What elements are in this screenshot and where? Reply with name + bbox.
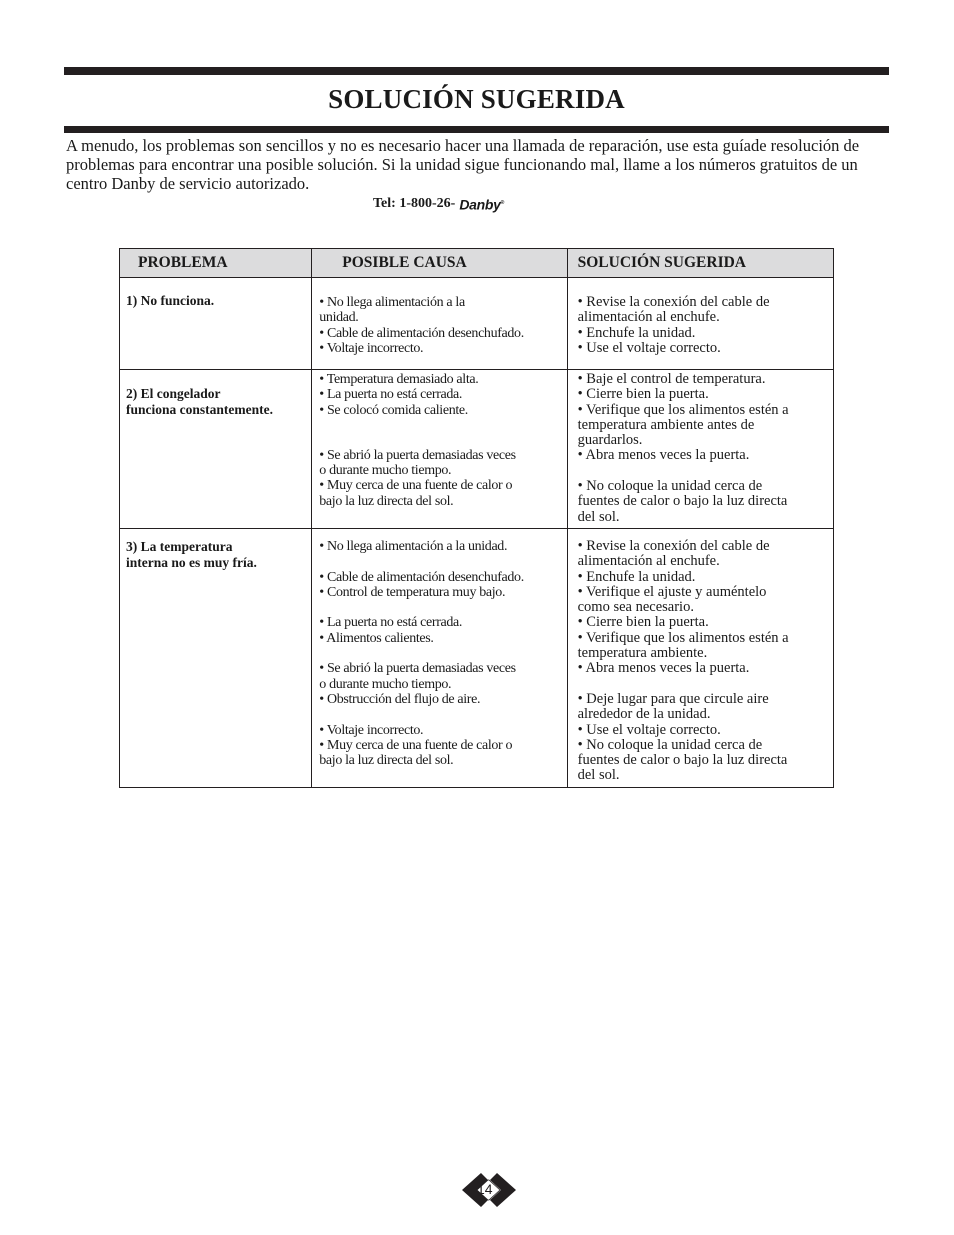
cause-line: • Alimentos calientes.	[319, 630, 434, 646]
problem-text: interna no es muy fría.	[126, 554, 257, 570]
solution-line: • Enchufe la unidad.	[577, 324, 696, 341]
solution-line: • Deje lugar para que circule aire	[577, 690, 769, 707]
cause-line: • Temperatura demasiado alta.	[319, 372, 479, 387]
solution-line: • Revise la conexión del cable de	[577, 294, 770, 310]
cause-line: • Control de temperatura muy bajo.	[319, 584, 506, 600]
problem-text: funciona constantemente.	[126, 401, 273, 417]
problem-cell	[120, 278, 312, 370]
cause-line: • Cable de alimentación desenchufado.	[319, 325, 524, 341]
solution-line: • Baje el control de temperatura.	[577, 371, 766, 387]
problem-text: 1) No funciona.	[126, 293, 215, 308]
cause-cell	[312, 278, 567, 370]
solution-line: • Abra menos veces la puerta.	[577, 660, 750, 677]
problem-cell	[120, 529, 312, 788]
table-header-row	[120, 249, 834, 278]
cause-line: • La puerta no está cerrada.	[319, 615, 463, 631]
top-rule	[64, 67, 889, 75]
cause-line: • No llega alimentación a la unidad.	[319, 539, 508, 554]
solution-line: • No coloque la unidad cerca de	[577, 478, 763, 495]
problem-text: 2) El congelador	[126, 386, 221, 401]
cause-line: o durante mucho tiempo.	[319, 463, 452, 479]
table-row	[120, 529, 834, 788]
solution-line: • Revise la conexión del cable de	[577, 538, 770, 554]
cause-line: • Muy cerca de una fuente de calor o	[319, 478, 513, 494]
cause-line: • Voltaje incorrecto.	[319, 722, 424, 738]
header-cause: POSIBLE CAUSA	[312, 249, 567, 278]
table-row	[120, 370, 834, 529]
solution-line: • Use el voltaje correcto.	[577, 339, 721, 356]
danby-logo-text: Danby	[459, 196, 501, 213]
page-number-badge	[459, 1170, 519, 1210]
solution-cell	[567, 370, 833, 529]
solution-line: guardarlos.	[577, 432, 643, 449]
cause-line: • Se abrió la puerta demasiadas veces	[319, 447, 516, 463]
solution-line: • Verifique que los alimentos estén a	[577, 629, 789, 646]
cause-line: • Obstrucción del flujo de aire.	[319, 691, 481, 707]
phone-label: Tel: 1-800-26-	[373, 195, 456, 211]
phone-line	[373, 194, 504, 214]
solution-line: • No coloque la unidad cerca de	[577, 736, 763, 753]
danby-logo	[459, 194, 504, 214]
problem-cell	[120, 370, 312, 529]
cause-line: • Cable de alimentación desenchufado.	[319, 569, 524, 585]
header-problem: PROBLEMA	[120, 249, 312, 278]
solution-line: alimentación al enchufe.	[577, 553, 720, 570]
solution-line: del sol.	[577, 508, 620, 525]
cause-line: • Se abrió la puerta demasiadas veces	[319, 661, 516, 677]
solution-line: • Verifique el ajuste y auméntelo	[577, 583, 767, 600]
page-number: 14	[477, 1181, 493, 1197]
solution-line: • Verifique que los alimentos estén a	[577, 401, 789, 418]
registered-mark: ®	[500, 200, 504, 206]
solution-cell	[567, 529, 833, 788]
solution-line: • Cierre bien la puerta.	[577, 386, 709, 403]
cause-line: o durante mucho tiempo.	[319, 676, 452, 692]
solution-line: • Use el voltaje correcto.	[577, 721, 721, 738]
cause-cell	[312, 529, 567, 788]
problem-text: 3) La temperatura	[126, 539, 233, 554]
table-row	[120, 278, 834, 370]
cause-line: bajo la luz directa del sol.	[319, 493, 454, 509]
solution-cell	[567, 278, 833, 370]
solution-line: alimentación al enchufe.	[577, 309, 720, 326]
cause-line: bajo la luz directa del sol.	[319, 753, 454, 769]
intro-paragraph: A menudo, los problemas son sencillos y no es necesario hacer una llamada de reparación, use esta guíade resolución de problemas para encontrar una posible solución. Si la unidad sigue funcionando mal, llame a los números gratuitos de un centro Danby de servicio autorizado.	[66, 136, 860, 193]
header-solution: SOLUCIÓN SUGERIDA	[567, 249, 833, 278]
solution-line: fuentes de calor o bajo la luz directa	[577, 752, 788, 769]
cause-cell	[312, 370, 567, 529]
solution-line: • Enchufe la unidad.	[577, 568, 696, 585]
title-underline-rule	[64, 126, 889, 133]
solution-line: como sea necesario.	[577, 599, 694, 616]
cause-line: • La puerta no está cerrada.	[319, 387, 463, 403]
solution-line: temperatura ambiente.	[577, 645, 708, 662]
cause-line: • Se colocó comida caliente.	[319, 402, 468, 418]
troubleshooting-table	[119, 248, 834, 788]
cause-line: • No llega alimentación a la	[319, 295, 465, 310]
cause-line: • Muy cerca de una fuente de calor o	[319, 737, 513, 753]
solution-line: del sol.	[577, 767, 620, 784]
cause-line: unidad.	[319, 310, 359, 326]
solution-line: • Abra menos veces la puerta.	[577, 447, 750, 464]
solution-line: fuentes de calor o bajo la luz directa	[577, 493, 788, 510]
solution-line: alrededor de la unidad.	[577, 706, 711, 723]
page-title: SOLUCIÓN SUGERIDA	[328, 84, 625, 114]
cause-line: • Voltaje incorrecto.	[319, 340, 424, 356]
solution-line: • Cierre bien la puerta.	[577, 614, 709, 631]
solution-line: temperatura ambiente antes de	[577, 416, 755, 433]
